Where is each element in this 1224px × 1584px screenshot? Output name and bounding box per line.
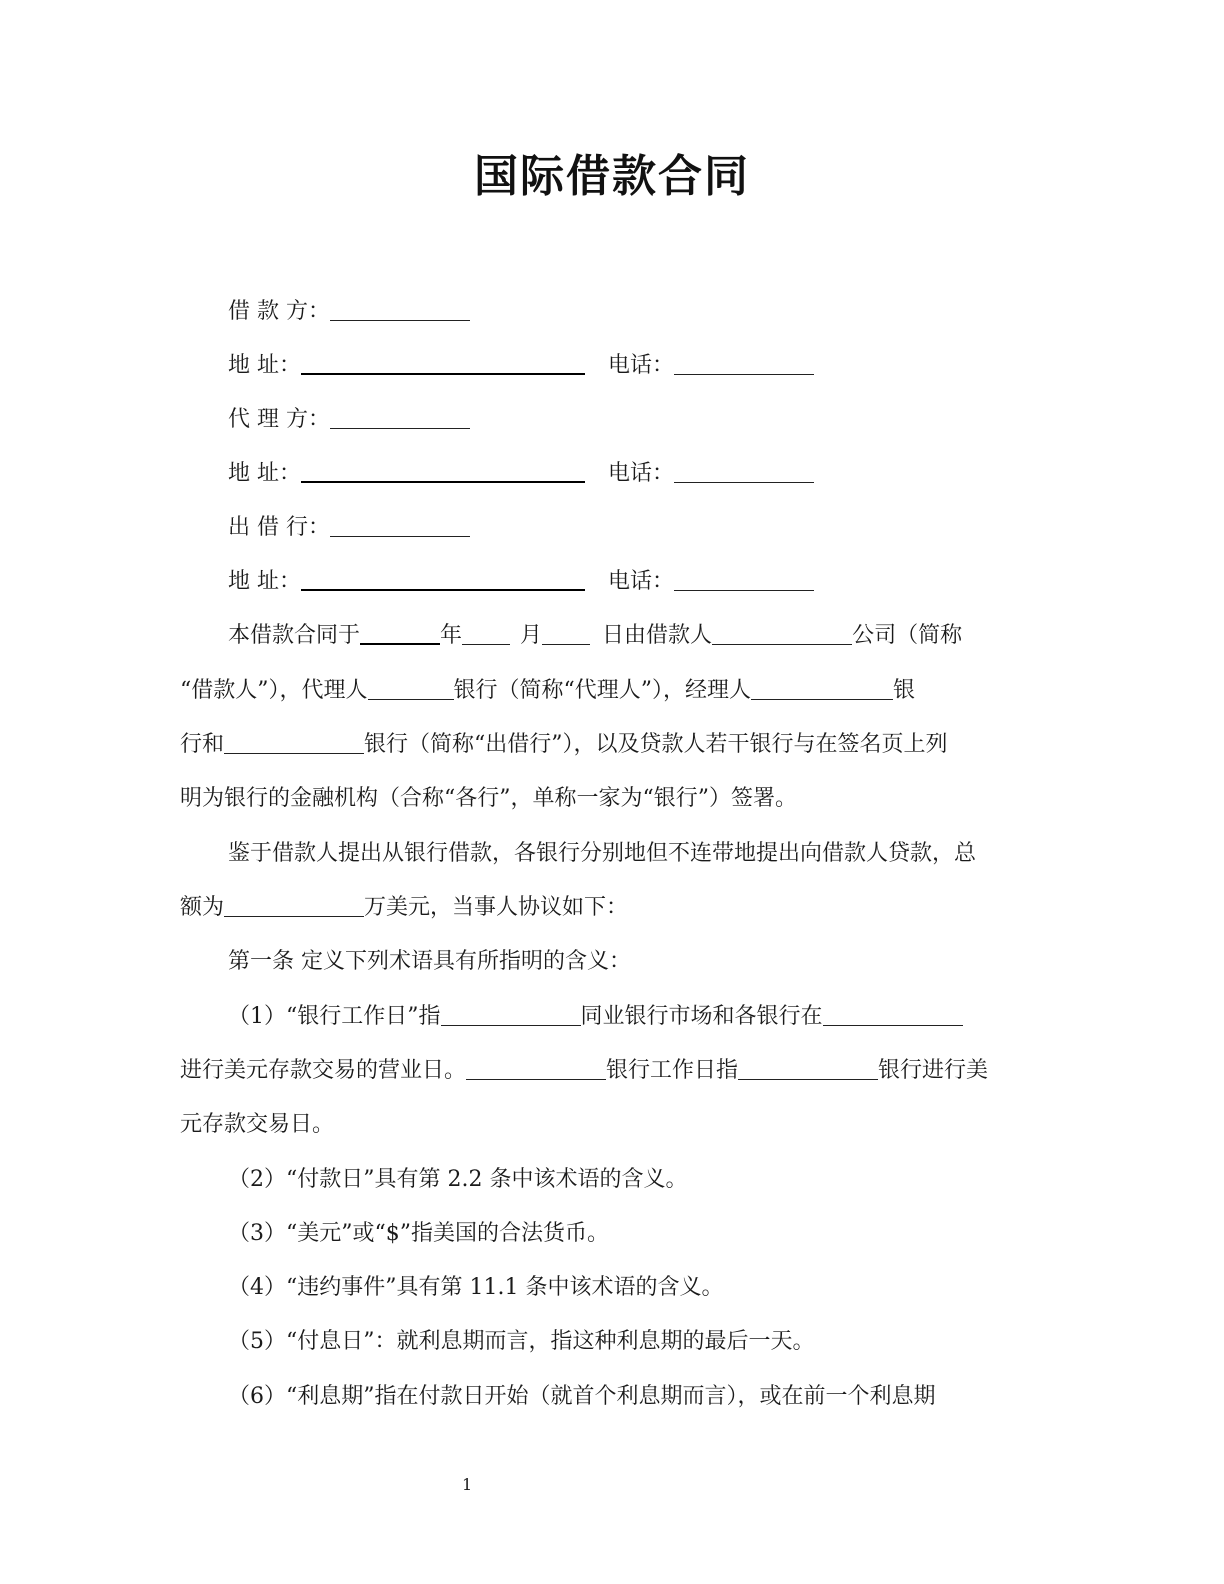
lending-bank-blank[interactable] <box>224 731 364 754</box>
definition-text: 银行工作日指 <box>606 1058 739 1083</box>
lender-label: 出 借 行： <box>228 515 330 540</box>
intro-line-4: 明为银行的金融机构（合称“各行”，单称一家为“银行”）签署。 <box>180 786 797 811</box>
intro-text: 本借款合同于 <box>228 623 361 648</box>
intro-text: 年 <box>440 623 463 648</box>
agent-label: 代 理 方： <box>228 407 330 432</box>
phone-blank[interactable] <box>674 568 814 591</box>
definition-1-line-2 <box>180 1055 988 1087</box>
whereas-text: 额为 <box>180 895 225 920</box>
intro-line-2 <box>180 675 915 707</box>
intro-text: “借款人”），代理人 <box>180 678 368 703</box>
year-blank[interactable] <box>360 621 440 645</box>
definition-6: （6）“利息期”指在付款日开始（就首个利息期而言），或在前一个利息期 <box>228 1384 936 1409</box>
definition-2: （2）“付款日”具有第 2.2 条中该术语的含义。 <box>228 1167 688 1192</box>
lender-address-row <box>228 566 585 598</box>
borrower-name-blank[interactable] <box>712 622 852 645</box>
lender-row <box>228 512 470 544</box>
manager-blank[interactable] <box>751 677 893 700</box>
definition-1-line-1 <box>228 1001 963 1033</box>
agent-bank-blank[interactable] <box>368 677 454 700</box>
intro-text: 日由借款人 <box>602 623 713 648</box>
definition-1-line-3: 元存款交易日。 <box>180 1112 335 1137</box>
lender-blank[interactable] <box>330 514 470 537</box>
borrower-address-row <box>228 350 585 382</box>
month-blank[interactable] <box>462 622 510 645</box>
amount-blank[interactable] <box>224 894 364 917</box>
address-label: 地 址： <box>228 353 301 378</box>
definition-text: 进行美元存款交易的营业日。 <box>180 1058 467 1083</box>
bank-day-blank[interactable] <box>466 1057 606 1080</box>
bank-blank[interactable] <box>738 1057 878 1080</box>
phone-label: 电话： <box>608 461 675 486</box>
address-label: 地 址： <box>228 569 301 594</box>
whereas-line-1: 鉴于借款人提出从银行借款，各银行分别地但不连带地提出向借款人贷款，总 <box>228 841 977 866</box>
whereas-text: 万美元，当事人协议如下： <box>364 895 629 920</box>
borrower-blank[interactable] <box>330 298 470 321</box>
intro-line-1 <box>228 620 962 652</box>
address-blank[interactable] <box>301 567 585 591</box>
intro-text: 银行（简称“代理人”），经理人 <box>453 678 751 703</box>
borrower-phone-row <box>608 350 814 382</box>
definition-3: （3）“美元”或“$”指美国的合法货币。 <box>228 1221 609 1246</box>
agent-phone-row <box>608 458 814 490</box>
definition-5: （5）“付息日”：就利息期而言，指这种利息期的最后一天。 <box>228 1329 815 1354</box>
intro-text: 行和 <box>180 732 225 757</box>
day-blank[interactable] <box>542 622 590 645</box>
location-blank[interactable] <box>823 1003 963 1026</box>
agent-address-row <box>228 458 585 490</box>
definition-text: 银行进行美 <box>878 1058 989 1083</box>
page-number: 1 <box>462 1475 473 1494</box>
address-label: 地 址： <box>228 461 301 486</box>
phone-label: 电话： <box>608 353 675 378</box>
phone-blank[interactable] <box>674 460 814 483</box>
definition-text: 同业银行市场和各银行在 <box>580 1004 823 1029</box>
agent-blank[interactable] <box>330 406 470 429</box>
phone-blank[interactable] <box>674 352 814 375</box>
intro-text: 银 <box>893 678 916 703</box>
address-blank[interactable] <box>301 459 585 483</box>
whereas-line-2 <box>180 892 628 924</box>
address-blank[interactable] <box>301 351 585 375</box>
intro-line-3 <box>180 729 948 761</box>
borrower-label: 借 款 方： <box>228 299 330 324</box>
borrower-row <box>228 296 470 328</box>
document-title: 国际借款合同 <box>474 151 750 202</box>
intro-text: 银行（简称“出借行”），以及贷款人若干银行与在签名页上列 <box>364 732 948 757</box>
market-blank[interactable] <box>441 1003 581 1026</box>
definition-4: （4）“违约事件”具有第 11.1 条中该术语的含义。 <box>228 1275 724 1300</box>
intro-text: 公司（简称 <box>852 623 963 648</box>
agent-row <box>228 404 470 436</box>
intro-text: 月 <box>520 623 543 648</box>
article-1-heading: 第一条 定义下列术语具有所指明的含义： <box>228 949 631 974</box>
phone-label: 电话： <box>608 569 675 594</box>
lender-phone-row <box>608 566 814 598</box>
definition-text: （1）“银行工作日”指 <box>228 1004 441 1029</box>
